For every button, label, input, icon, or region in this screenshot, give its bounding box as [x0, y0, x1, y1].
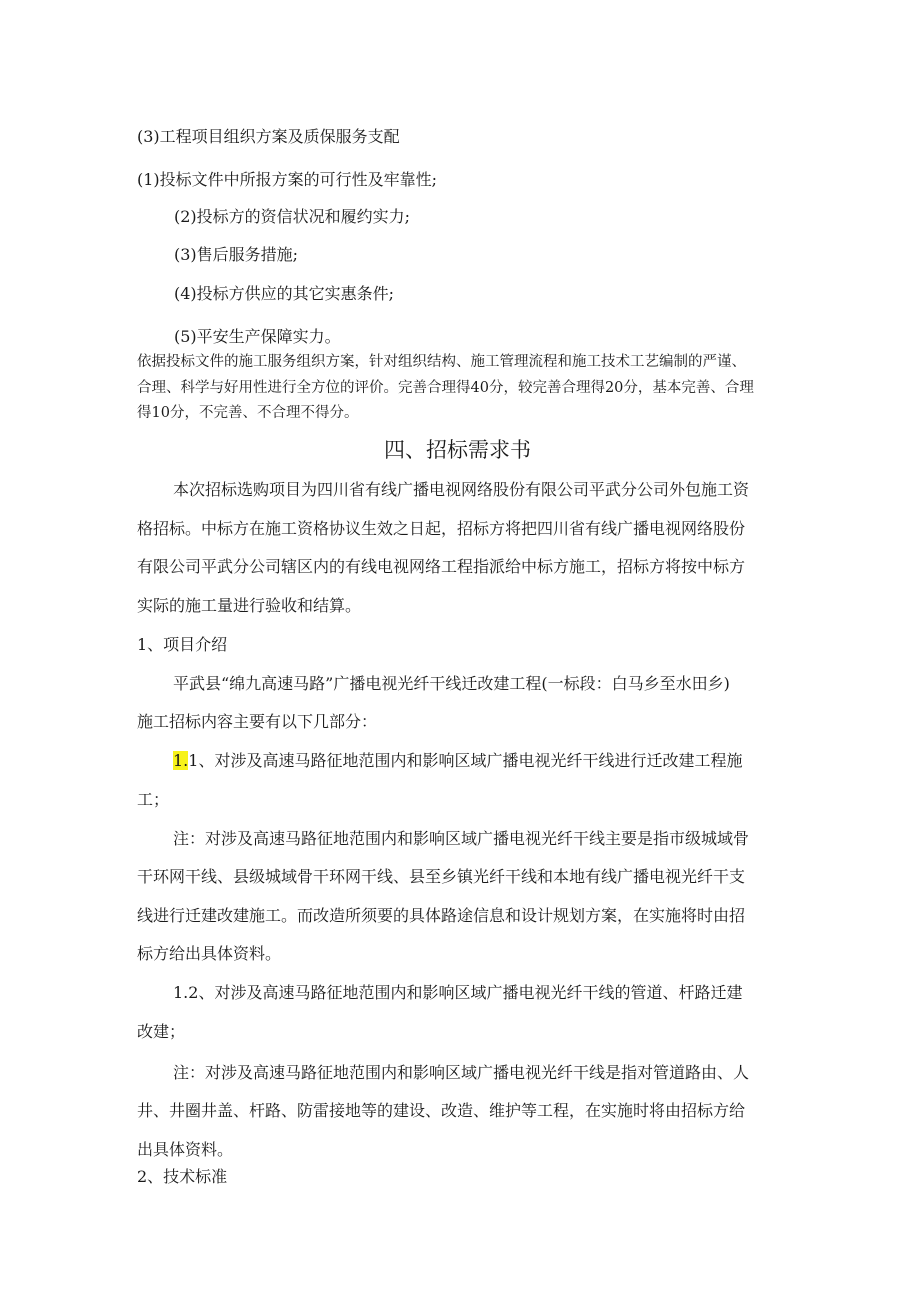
project-line-1: 平武县“绵九高速马路”广播电视光纤干线迁改建工程(一标段：白马乡至水田乡) [173, 674, 730, 693]
item-1-1-text: 1、对涉及高速马路征地范围内和影响区域广播电视光纤干线进行迁改建工程施 [188, 751, 743, 770]
section-title: 四、招标需求书 [384, 438, 531, 462]
sub-heading-project: 1、项目介绍 [137, 635, 228, 654]
project-line-2: 施工招标内容主要有以下几部分： [137, 712, 378, 731]
item-1-2-line-1: 1.2、对涉及高速马路征地范围内和影响区域广播电视光纤干线的管道、杆路迁建 [173, 983, 743, 1002]
item-number-highlight: 1. [173, 751, 189, 770]
item-1-1-line-1 [173, 751, 742, 771]
note-2-line-3: 出具体资料。 [137, 1140, 234, 1159]
sub-heading-tech: 2、技术标准 [137, 1167, 228, 1186]
basis-line-1: 依据投标文件的施工服务组织方案，针对组织结构、施工管理流程和施工技术工艺编制的严谨、 [137, 354, 746, 370]
intro-line-2: 格招标。中标方在施工资格协议生效之日起，招标方将把四川省有线广播电视网络股份 [137, 519, 746, 538]
intro-line-3: 有限公司平武分公司辖区内的有线电视网络工程指派给中标方施工，招标方将按中标方 [137, 557, 746, 576]
intro-line-1: 本次招标选购项目为四川省有线广播电视网络股份有限公司平武分公司外包施工资 [173, 480, 750, 499]
criteria-item-1: (1)投标文件中所报方案的可行性及牢靠性; [137, 170, 438, 189]
note-2-line-2: 井、井圈井盖、杆路、防雷接地等的建设、改造、维护等工程，在实施时将由招标方给 [137, 1101, 746, 1120]
criteria-item-5: (5)平安生产保障实力。 [174, 327, 341, 346]
criteria-heading: (3)工程项目组织方案及质保服务支配 [137, 127, 400, 146]
item-1-2-line-2: 改建； [137, 1022, 186, 1041]
item-1-1-line-2: 工； [137, 790, 170, 809]
note-1-line-2: 干环网干线、县级城域骨干环网干线、县至乡镇光纤干线和本地有线广播电视光纤干支 [137, 867, 746, 886]
note-1-line-4: 标方给出具体资料。 [137, 944, 282, 963]
basis-line-3: 得10分，不完善、不合理不得分。 [137, 405, 359, 421]
criteria-item-2: (2)投标方的资信状况和履约实力; [174, 207, 411, 226]
note-2-line-1: 注：对涉及高速马路征地范围内和影响区域广播电视光纤干线是指对管道路由、人 [173, 1063, 750, 1082]
note-1-line-1: 注：对涉及高速马路征地范围内和影响区域广播电视光纤干线主要是指市级城域骨 [173, 829, 750, 848]
criteria-item-3: (3)售后服务措施; [174, 245, 299, 264]
basis-line-2: 合理、科学与好用性进行全方位的评价。完善合理得40分，较完善合理得20分，基本完善、合理 [137, 380, 754, 396]
criteria-item-4: (4)投标方供应的其它实惠条件; [174, 284, 395, 303]
note-1-line-3: 线进行迁建改建施工。而改造所须要的具体路途信息和设计规划方案，在实施将时由招 [137, 906, 746, 925]
intro-line-4: 实际的施工量进行验收和结算。 [137, 596, 362, 615]
